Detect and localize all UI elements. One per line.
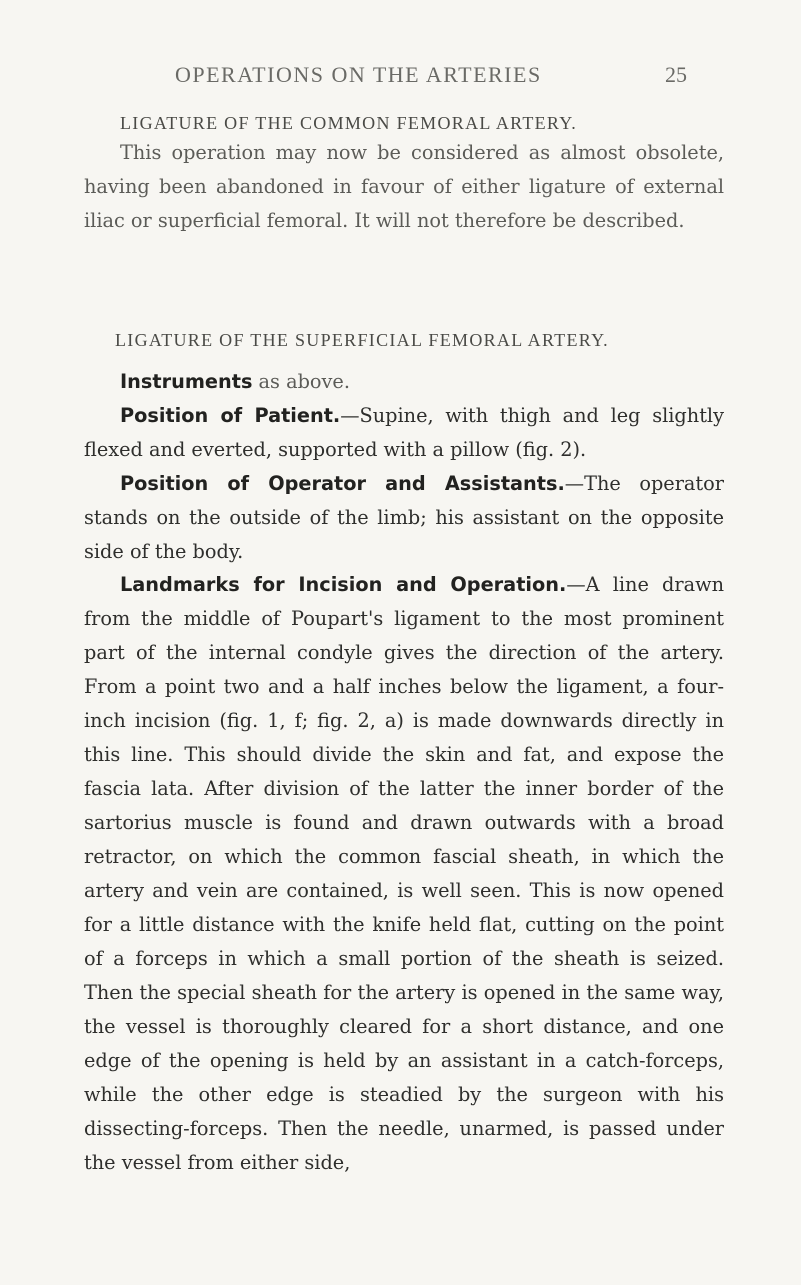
paragraph-label: Position of Operator and Assistants. xyxy=(120,472,565,495)
paragraph-label: Landmarks for Incision and Operation. xyxy=(120,573,567,596)
paragraph-label: Position of Patient. xyxy=(120,404,341,427)
paragraph-text: —A line drawn from the middle of Poupart's ligament to the most prominent part of the internal condyle gives the direction of the artery. From a point two and a half inches below the ligament, a four-inch incision (fig. 1, f; fig. 2, a) is made downwards directly in this line. This should divide the skin and fat, and expose the fascia lata. After division of the latter the inner border of the sartorius muscle is found and drawn outwards with a broad retractor, on which the common fascial sheath, in which the artery and vein are contained, is well seen. This is now opened for a little distance with the knife held flat, cutting on the point of a forceps in which a small portion of the sheath is seized. Then the special sheath for the artery is opened in the same way, the vessel is thoroughly cleared for a short distance, and one edge of the opening is held by an assistant in a catch-forceps, while the other edge is steadied by the surgeon with his dissecting-forceps. Then the needle, unarmed, is passed under the vessel from either side, xyxy=(84,573,724,1174)
paragraph-text: as above. xyxy=(252,370,350,393)
paragraph-position-of-operator xyxy=(84,467,724,569)
paragraph-label: Instruments xyxy=(120,370,253,393)
running-head-title: OPERATIONS ON THE ARTERIES xyxy=(175,62,542,87)
paragraph-landmarks xyxy=(84,568,724,1180)
section-heading-common-femoral: LIGATURE OF THE COMMON FEMORAL ARTERY. xyxy=(120,113,578,133)
paragraph-text: —The operator stands on the outside of the limb; his assistant on the opposite side of the body. xyxy=(84,472,724,563)
paragraph-text: This operation may now be considered as almost obsolete, having been abandoned in favour of either ligature of external iliac or superficial femoral. It will not therefore be described. xyxy=(84,141,724,232)
running-head xyxy=(175,62,687,88)
paragraph-position-of-patient xyxy=(84,399,724,467)
paragraph-common-femoral xyxy=(84,136,724,238)
paragraph-text: —Supine, with thigh and leg slightly flexed and everted, supported with a pillow (fig. 2). xyxy=(84,404,724,461)
section-heading-superficial-femoral: LIGATURE OF THE SUPERFICIAL FEMORAL ARTERY. xyxy=(115,330,609,350)
page-number: 25 xyxy=(665,62,687,87)
paragraph-instruments xyxy=(84,365,724,399)
